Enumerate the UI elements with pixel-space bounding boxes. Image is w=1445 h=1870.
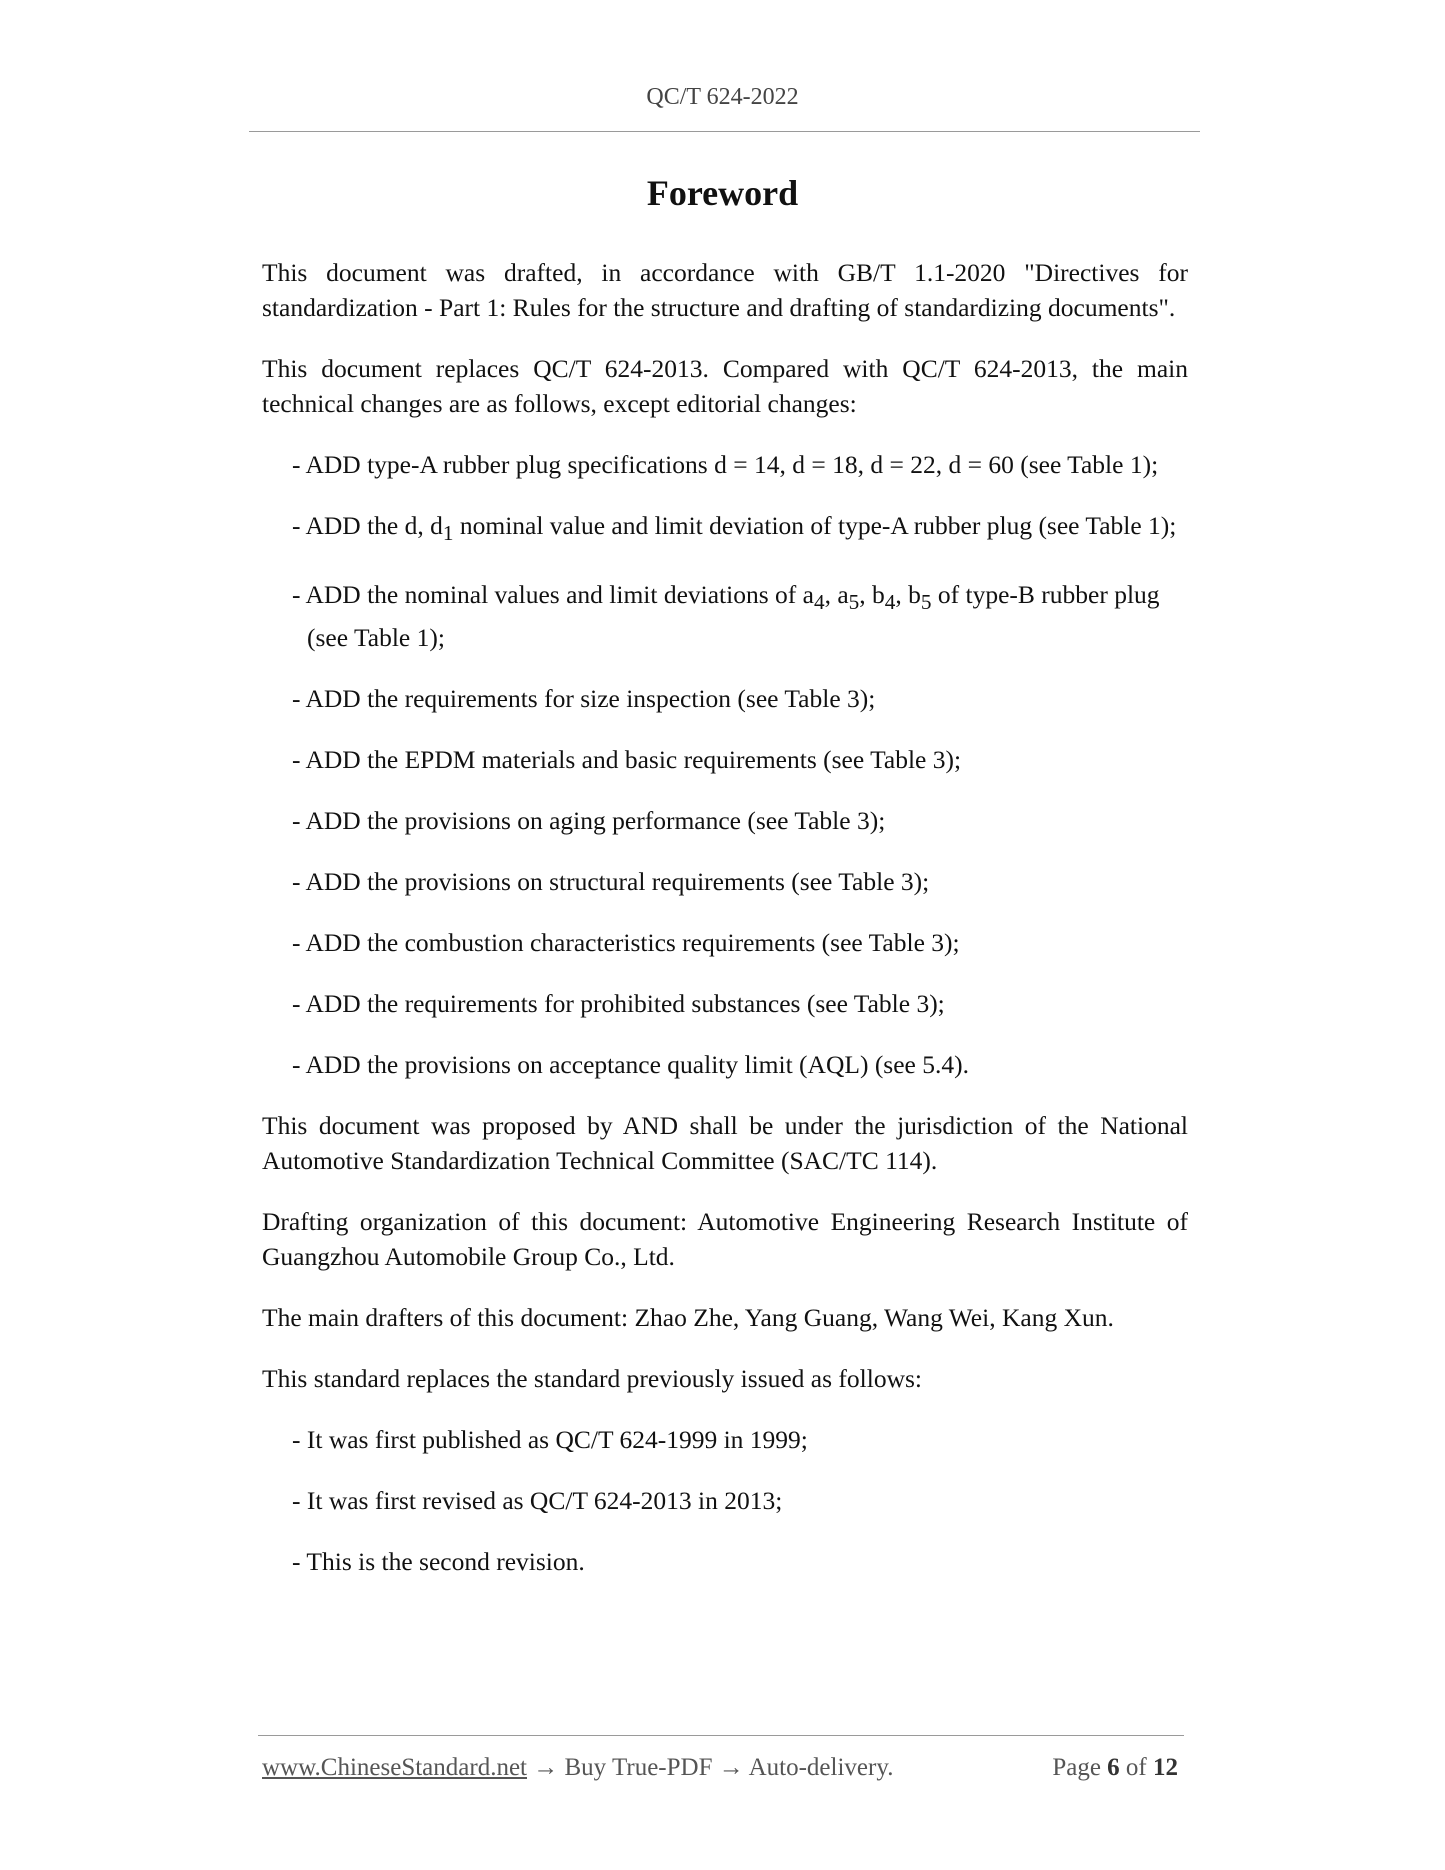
change-text: , a (824, 580, 849, 610)
paragraph-jurisdiction: This document was proposed by AND shall be under the jurisdiction of the National Automotive Standardization Technical Committee (SAC/TC 114). (262, 1111, 1188, 1176)
header-divider (249, 131, 1200, 132)
subscript: 5 (920, 590, 932, 615)
total-pages: 12 (1153, 1754, 1178, 1781)
change-item (292, 508, 1188, 551)
document-code: QC/T 624-2022 (646, 84, 799, 110)
subscript: 5 (848, 590, 860, 615)
history-item: - This is the second revision. (292, 1547, 585, 1577)
change-text: , b (895, 580, 921, 610)
paragraph-drafting-organization: Drafting organization of this document: Automotive Engineering Research Institute of Guangzhou Automobile Group Co., Ltd. (262, 1207, 1188, 1272)
footer-divider (258, 1735, 1184, 1736)
page-label: Page (1052, 1754, 1101, 1781)
change-item: - ADD the provisions on aging performance (see Table 3); (292, 806, 886, 836)
change-text: nominal value and limit deviation of type-A rubber plug (see Table 1); (453, 511, 1177, 540)
change-item: - ADD type-A rubber plug specifications d = 14, d = 18, d = 22, d = 60 (see Table 1); (292, 450, 1159, 479)
footer-promo-text: → Buy True-PDF → Auto-delivery. (527, 1754, 894, 1781)
history-item: - It was first published as QC/T 624-1999 in 1999; (292, 1425, 808, 1455)
change-item: - ADD the combustion characteristics requirements (see Table 3); (292, 928, 960, 958)
website-link[interactable]: www.ChineseStandard.net (262, 1754, 527, 1781)
change-text: of type-B rubber plug (see Table 1); (307, 580, 1160, 653)
change-item: - ADD the provisions on structural requirements (see Table 3); (292, 867, 930, 897)
page-title: Foreword (646, 173, 799, 213)
change-text: - ADD the d, d (292, 511, 443, 540)
paragraph-replacement: This document replaces QC/T 624-2013. Compared with QC/T 624-2013, the main technical changes are as follows, except editorial changes: (262, 354, 1188, 418)
paragraph-drafters: The main drafters of this document: Zhao Zhe, Yang Guang, Wang Wei, Kang Xun. (262, 1303, 1114, 1333)
subscript: 4 (813, 590, 825, 615)
change-item: - ADD the requirements for size inspection (see Table 3); (292, 684, 876, 714)
page-number (1052, 1754, 1178, 1782)
change-item: - ADD the requirements for prohibited substances (see Table 3); (292, 989, 945, 1019)
change-item (292, 577, 1188, 655)
subscript: 1 (442, 521, 454, 546)
change-text: , b (859, 580, 885, 610)
footer-promo (262, 1754, 893, 1782)
of-label: of (1125, 1754, 1147, 1781)
foreword-body (262, 255, 1188, 1605)
change-item: - ADD the EPDM materials and basic requirements (see Table 3); (292, 745, 962, 775)
change-text: - ADD the nominal values and limit deviations of a (292, 580, 814, 610)
paragraph-drafting-rules: This document was drafted, in accordance with GB/T 1.1-2020 "Directives for standardization - Part 1: Rules for the structure and drafting of standardizing documents". (262, 258, 1188, 322)
current-page: 6 (1107, 1754, 1120, 1781)
paragraph-history-intro: This standard replaces the standard previously issued as follows: (262, 1364, 923, 1394)
history-item: - It was first revised as QC/T 624-2013 in 2013; (292, 1486, 783, 1516)
subscript: 4 (884, 590, 896, 615)
change-item: - ADD the provisions on acceptance quality limit (AQL) (see 5.4). (292, 1050, 969, 1080)
